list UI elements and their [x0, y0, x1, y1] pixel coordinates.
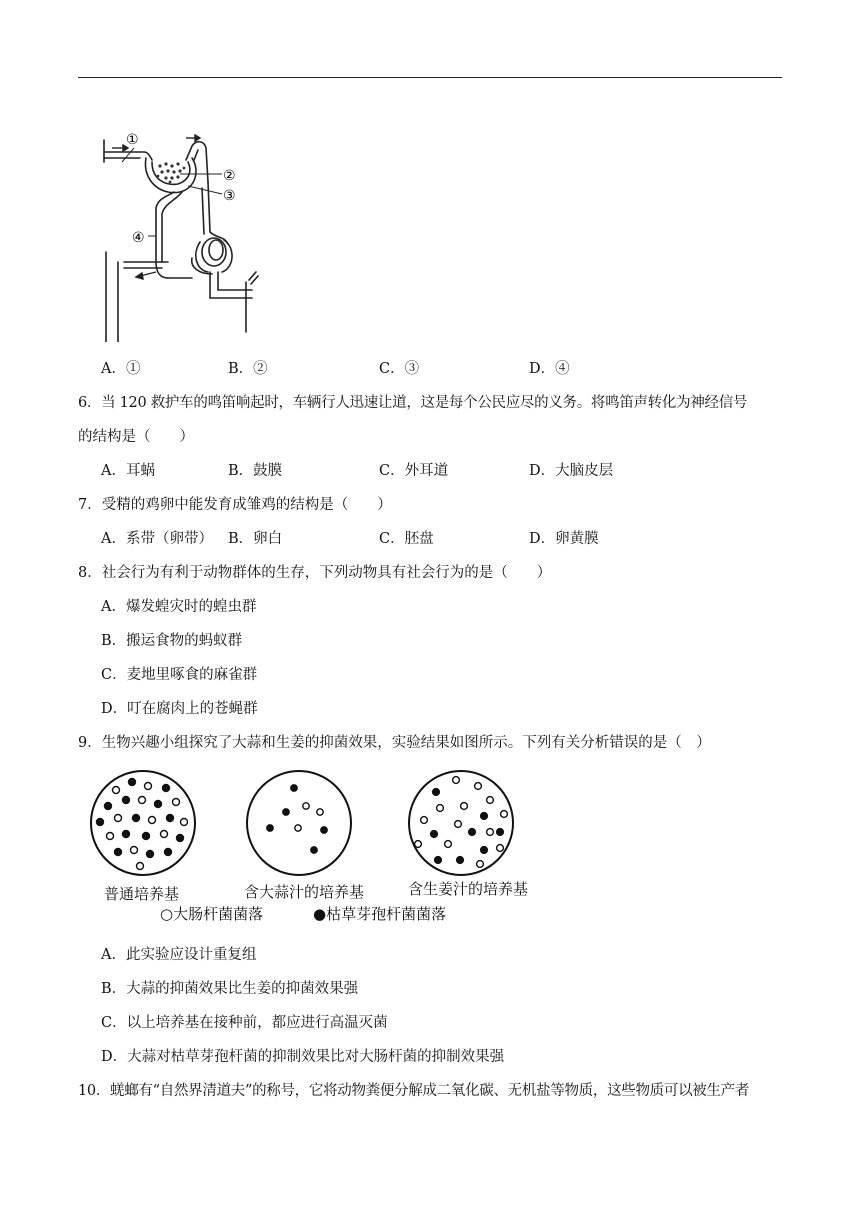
q5-option-a[interactable]: A．① [101, 361, 141, 377]
q6-option-c[interactable]: C．外耳道 [379, 463, 449, 479]
legend-e-coli: ○大肠杆菌菌落 [160, 905, 264, 923]
q6-stem-line1: 6．当 120 救护车的鸣笛响起时，车辆行人迅速让道，这是每个公民应尽的义务。将鸣笛声转化为神经信号 [78, 395, 748, 411]
figure-label-3: ③ [223, 188, 236, 204]
q8-option-d[interactable]: D．叮在腐肉上的苍蝇群 [101, 701, 258, 717]
figure-label-2: ② [223, 168, 236, 184]
q9-option-b[interactable]: B．大蒜的抑菌效果比生姜的抑菌效果强 [101, 981, 359, 997]
figure-label-4: ④ [132, 230, 145, 246]
nephron-figure [96, 122, 276, 342]
q6-stem-line2: 的结构是（ ） [78, 429, 194, 445]
q5-option-b[interactable]: B．② [228, 361, 268, 377]
dish-plain [91, 771, 195, 875]
petri-dish-figure [88, 768, 558, 878]
q7-option-d[interactable]: D．卵黄膜 [529, 531, 599, 547]
q7-option-b[interactable]: B．卵白 [228, 531, 283, 547]
q5-option-d[interactable]: D．④ [529, 361, 570, 377]
q7-stem: 7．受精的鸡卵中能发育成雏鸡的结构是（ ） [78, 497, 392, 513]
dish-label-garlic: 含大蒜汁的培养基 [244, 883, 365, 901]
dish-label-plain: 普通培养基 [104, 885, 180, 903]
header-rule [78, 77, 782, 78]
q9-option-c[interactable]: C．以上培养基在接种前，都应进行高温灭菌 [101, 1015, 388, 1031]
figure-label-1: ① [126, 132, 139, 148]
q6-option-b[interactable]: B．鼓膜 [228, 463, 283, 479]
q8-option-b[interactable]: B．搬运食物的蚂蚁群 [101, 633, 243, 649]
q7-option-a[interactable]: A．系带（卵带） [101, 531, 213, 547]
q9-option-a[interactable]: A．此实验应设计重复组 [101, 947, 257, 963]
q8-option-a[interactable]: A．爆发蝗灾时的蝗虫群 [101, 599, 257, 615]
q6-option-d[interactable]: D．大脑皮层 [529, 463, 614, 479]
q7-option-c[interactable]: C．胚盘 [379, 531, 434, 547]
q5-option-c[interactable]: C．③ [379, 361, 420, 377]
legend-b-subtilis: ●枯草芽孢杆菌菌落 [313, 905, 447, 923]
dish-label-ginger: 含生姜汁的培养基 [408, 880, 529, 898]
dish-garlic [247, 771, 351, 875]
q6-option-a[interactable]: A．耳蜗 [101, 463, 155, 479]
q9-stem: 9．生物兴趣小组探究了大蒜和生姜的抑菌效果，实验结果如图所示。下列有关分析错误的是（ ） [78, 735, 711, 751]
q8-option-c[interactable]: C．麦地里啄食的麻雀群 [101, 667, 258, 683]
q9-option-d[interactable]: D．大蒜对枯草芽孢杆菌的抑制效果比对大肠杆菌的抑制效果强 [101, 1049, 505, 1065]
q10-stem-line1: 10．蜣螂有“自然界清道夫”的称号，它将动物粪便分解成二氧化碳、无机盐等物质，这些物质可以被生产者 [78, 1083, 750, 1099]
q8-stem: 8．社会行为有利于动物群体的生存，下列动物具有社会行为的是（ ） [78, 565, 552, 581]
